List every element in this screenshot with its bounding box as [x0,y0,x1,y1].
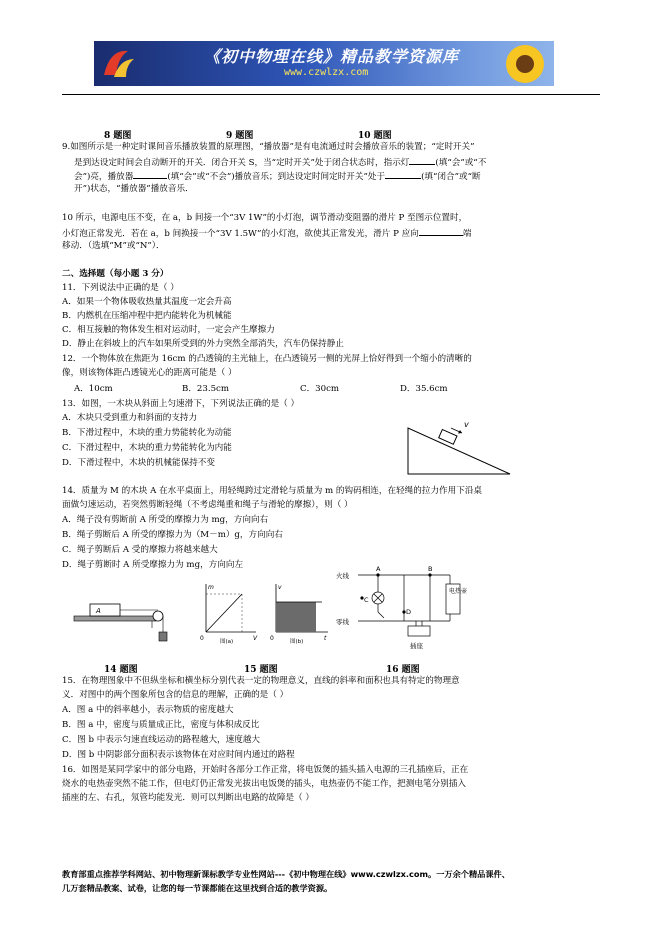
fig14-pulley-diagram [74,592,174,648]
q16-line2: 烧水的电热壶突然不能工作，但电灯仍正常发光拔出电饭煲的插头，电热壶仍不能工作，把测电笔分别插入 [62,779,466,789]
q15-option-a: A．图 a 中的斜率越小，表示物质的密度越大 [62,705,234,715]
svg-text:V: V [253,635,258,642]
svg-text:A: A [376,565,381,573]
header-banner [94,41,554,86]
q12-option-c: C．30cm [300,384,340,394]
q11-option-a: A．如果一个物体吸收热量其温度一定会升高 [62,297,232,307]
svg-text:C: C [364,596,369,604]
q15-option-b: B．图 a 中，密度与质量成正比，密度与体积成反比 [62,720,260,730]
q10-line3: 移动．（选填“M”或“N”）． [62,241,165,251]
q9-line4: 开”)状态，“播放器”播放音乐． [74,184,194,194]
fig15b-graph [268,580,332,644]
svg-text:D: D [406,608,412,616]
answer-blank [419,226,463,236]
svg-text:A: A [96,607,101,615]
q15-option-d: D．图 b 中阴影部分面积表示该物体在对应时间内通过的路程 [62,750,295,760]
q13-option-c: C．下滑过程中，木块的重力势能转化为内能 [62,443,232,453]
answer-blank [133,169,167,179]
q9-line1: 9.如图所示是一种定时课间音乐播放装置的原理图，“播放器”是有电流通过时会播放音乐的装置；“定时开关” [62,142,475,152]
svg-text:插座: 插座 [410,642,423,650]
q14-line1: 14．质量为 M 的木块 A 在水平桌面上，用轻绳跨过定滑轮与质量为 m 的钩码相连，在轻绳的拉力作用下沿桌 [62,486,483,496]
q16-line1: 16．如图是某同学家中的部分电路，开始时各部分工作正常，将电饭煲的插头插入电源的三孔插座后，正在 [62,765,469,775]
q14-option-a: A．绳子没有剪断前 A 所受的摩擦力为 mg，方向向右 [62,515,269,525]
q11-option-d: D．静止在斜坡上的汽车如果所受到的外力突然全部消失，汽车仍保持静止 [62,339,344,349]
q13-option-b: B．下滑过程中，木块的重力势能转化为动能 [62,428,232,438]
q12-option-b: B．23.5cm [182,384,230,394]
svg-text:m: m [208,584,214,591]
q14-line2: 面做匀速运动，若突然剪断轻绳（不考虑绳重和绳子与滑轮的摩擦），则（ ） [62,500,353,510]
svg-text:v: v [464,420,469,429]
fig15a-graph [198,580,260,644]
fig-label-15: 15 题图 [244,665,278,675]
q12-line1: 12．一个物体放在焦距为 16cm 的凸透镜的主光轴上，在凸透镜另一侧的光屏上恰好得到一个缩小的清晰的 [62,354,472,364]
q14-option-d: D．绳子剪断时 A 所受摩擦力为 mg，方向向左 [62,560,244,570]
q14-option-b: B．绳子剪断后 A 所受的摩擦力为（M－m）g，方向向右 [62,530,283,540]
footer-line2: 几万套精品教案、试卷，让您的每一节课都能在这里找到合适的教学资源。 [62,883,333,893]
svg-text:v: v [278,584,282,591]
q13-option-d: D．下滑过程中，木块的机械能保持不变 [62,458,215,468]
answer-blank [385,169,421,179]
fig-label-14: 14 题图 [104,665,138,675]
svg-text:0: 0 [270,635,274,642]
q9-line3: 会”)亮，播放器 (填“会”或“不会”)播放音乐；到达设定时间定时开关”处于 (填“闭合”或“断 [74,169,481,184]
sunflower-icon [504,43,546,85]
fig16-circuit-diagram [336,562,472,654]
q10-line1: 10 所示，电源电压不变，在 a，b 间接一个“3V 1W”的小灯泡，调节滑动变阻器的滑片 P 至图示位置时， [62,213,468,223]
svg-text:t: t [324,635,327,642]
incline-diagram [406,414,512,476]
svg-text:图(a): 图(a) [220,639,234,645]
site-url[interactable]: www.czwlzx.com [284,67,369,78]
q15-line1: 15．在物理图象中不但纵坐标和横坐标分别代表一定的物理意义，直线的斜率和面积也具有特定的物理意 [62,676,460,686]
fig-label-8: 8 题图 [104,131,132,141]
q13-option-a: A．木块只受到重力和斜面的支持力 [62,413,198,423]
svg-text:0: 0 [200,635,204,642]
footer-line1: 教育部重点推荐学科网站、初中物理新课标教学专业性网站---《初中物理在线》www.czwlzx.com。一万余个精品课件、 [62,869,510,879]
q15-option-c: C．图 b 中表示匀速直线运动的路程越大，速度越大 [62,735,261,745]
q15-line2: 义．对图中的两个图象所包含的信息的理解，正确的是（ ） [62,690,289,700]
q12-option-d: D．35.6cm [400,384,448,394]
fig-label-16: 16 题图 [386,665,420,675]
q13-stem: 13．如图，一木块从斜面上匀速滑下，下列说法正确的是（ ） [62,399,300,409]
q9-line2: 是到达设定时间会自动断开的开关．闭合开关 S，当“定时开关”处于闭合状态时，指示灯 (填“会”或“不 [74,155,486,170]
site-title: 《初中物理在线》精品教学资源库 [204,47,460,66]
site-logo-icon [100,45,136,81]
answer-blank [409,155,435,165]
q16-line3: 插座的左、右孔，氖管均能发光．则可以判断出电路的故障是（ ） [62,793,314,803]
q12-option-a: A．10cm [74,384,113,394]
svg-text:电热壶: 电热壶 [449,588,468,595]
svg-text:B: B [428,565,433,573]
fig-label-10: 10 题图 [358,131,392,141]
svg-text:零线: 零线 [336,618,349,626]
section-title: 二、选择题（每小题 3 分） [62,269,169,279]
header-divider [62,94,600,95]
fig-label-9: 9 题图 [226,131,254,141]
q11-option-b: B．内燃机在压缩冲程中把内能转化为机械能 [62,311,232,321]
q14-option-c: C．绳子剪断后 A 受的摩擦力将越来越大 [62,545,218,555]
svg-text:火线: 火线 [336,572,349,580]
q11-option-c: C．相互接触的物体发生相对运动时，一定会产生摩擦力 [62,325,275,335]
svg-text:图(b): 图(b) [290,639,304,645]
q11-stem: 11．下列说法中正确的是（ ） [62,283,179,293]
q10-line2: 小灯泡正常发光．若在 a，b 间换接一个“3V 1.5W”的小灯泡，欲使其正常发光，滑片 P 应向 端 [62,226,471,241]
q12-line2: 像，则该物体距凸透镜光心的距离可能是（ ） [62,368,237,378]
